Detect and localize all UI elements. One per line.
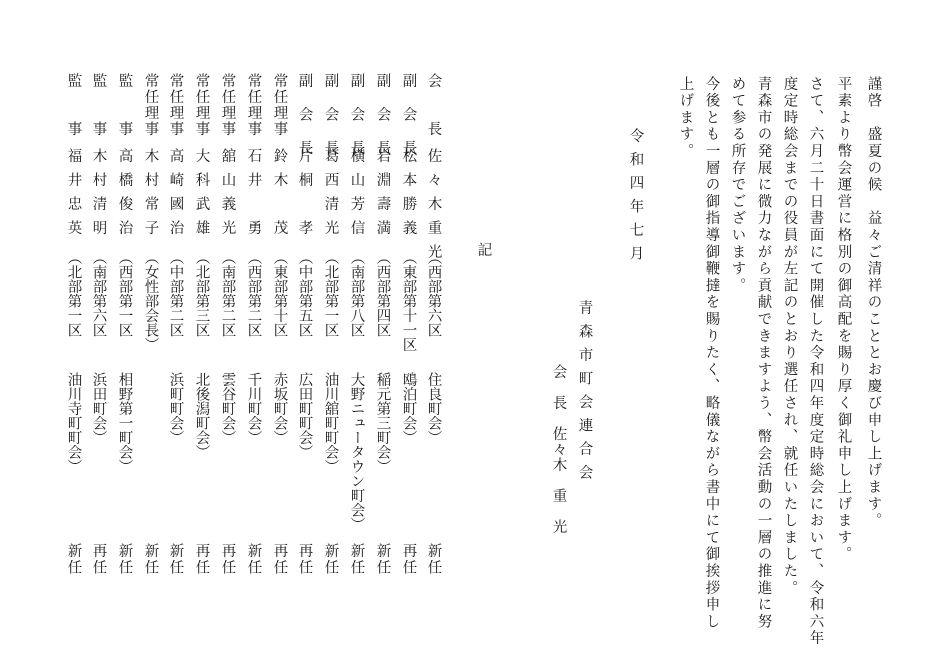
officer-district: （南部第二区 bbox=[219, 250, 236, 337]
officer-name: 鈴木 茂 bbox=[271, 148, 288, 245]
signer-name: 会 長 佐々木 重 光 bbox=[550, 364, 567, 535]
officer-name: 福井忠英 bbox=[65, 148, 82, 245]
officer-title: 副 会 長 bbox=[400, 73, 417, 156]
officer-name: 石井 勇 bbox=[245, 148, 262, 245]
greeting-line-4: 度定時総会までの役員が左記のとおり選任され、就任いたしました。 bbox=[781, 76, 798, 597]
officer-title: 常任理事 bbox=[271, 73, 288, 137]
officer-status: 再任 bbox=[271, 543, 288, 576]
officer-name: 横山芳信 bbox=[348, 148, 365, 245]
officer-district: （西部第四区 bbox=[374, 250, 391, 337]
officer-title: 常任理事 bbox=[142, 73, 159, 137]
officer-title: 常任理事 bbox=[245, 73, 262, 137]
officer-town: 住良町会） bbox=[425, 372, 442, 445]
officer-status: 再任 bbox=[296, 543, 313, 576]
officer-status: 再任 bbox=[400, 543, 417, 576]
officer-status: 再任 bbox=[90, 543, 107, 576]
organization-name: 青森市町会連合会 bbox=[576, 300, 593, 488]
officer-name: 舘山義光 bbox=[219, 148, 236, 245]
officer-district: （北部第三区 bbox=[193, 250, 210, 337]
officer-title: 副 会 長 bbox=[348, 73, 365, 156]
officer-town: 浜田町会） bbox=[90, 372, 107, 445]
officer-name: 葛西清光 bbox=[322, 148, 339, 245]
officer-district: （西部第二区 bbox=[245, 250, 262, 337]
officer-name: 岩淵壽満 bbox=[374, 148, 391, 245]
officer-title: 副 会 長 bbox=[296, 73, 313, 156]
greeting-line-1: 謹啓 盛夏の候 益々ご清祥のこととお慶び申し上げます。 bbox=[865, 76, 882, 530]
letter-date: 令和四年七月 bbox=[627, 128, 644, 269]
officer-town: 千川町会） bbox=[245, 372, 262, 445]
officer-title: 副 会 長 bbox=[322, 73, 339, 156]
officer-district: （東部第十区 bbox=[271, 250, 288, 337]
officer-status: 新任 bbox=[116, 543, 133, 576]
greeting-line-3: さて、六月二十日書面にて開催した令和四年度定時総会において、令和六年 bbox=[807, 76, 824, 648]
officer-title: 監 事 bbox=[116, 73, 133, 137]
officer-town: 相野第一町会） bbox=[116, 372, 133, 474]
officer-title: 副 会 長 bbox=[374, 73, 391, 156]
greeting-line-5: 青森市の発展に微力ながら貢献できますよう、幣会活動の一層の推進に努 bbox=[755, 76, 772, 631]
officer-district: （中部第五区 bbox=[296, 250, 313, 337]
officer-district: （南部第八区 bbox=[348, 250, 365, 337]
officer-name: 木村清明 bbox=[90, 148, 107, 245]
officer-name: 大科武雄 bbox=[193, 148, 210, 245]
officer-status: 再任 bbox=[219, 543, 236, 576]
officer-district: （中部第二区 bbox=[167, 250, 184, 337]
ki-marker: 記 bbox=[475, 242, 492, 257]
officer-district: （北部第一区 bbox=[65, 250, 82, 337]
officer-status: 再任 bbox=[193, 543, 210, 576]
greeting-line-6: めて参る所存でございます。 bbox=[729, 76, 746, 295]
officer-town: 北後潟町会） bbox=[193, 372, 210, 459]
officer-title: 監 事 bbox=[65, 73, 82, 137]
officer-district: （西部第六区 bbox=[425, 250, 442, 337]
officer-status: 新任 bbox=[374, 543, 391, 576]
officer-town: 鴎泊町会） bbox=[400, 372, 417, 445]
officer-district: （南部第六区 bbox=[90, 250, 107, 337]
officer-title: 常任理事 bbox=[167, 73, 184, 137]
officer-town: 油川寺町町会） bbox=[65, 372, 82, 474]
officer-town: 雲谷町会） bbox=[219, 372, 236, 445]
officer-district: （女性部会長） bbox=[142, 250, 159, 352]
officer-district: （北部第一区 bbox=[322, 250, 339, 337]
officer-title: 監 事 bbox=[90, 73, 107, 137]
officer-status: 新任 bbox=[322, 543, 339, 576]
officer-name: 松本勝義 bbox=[400, 148, 417, 245]
officer-district: （東部第十一区 bbox=[400, 250, 417, 352]
officer-title: 会 長 bbox=[425, 73, 442, 137]
officer-town: 広田町町会） bbox=[296, 372, 313, 459]
officer-status: 新任 bbox=[425, 543, 442, 576]
officer-town: 大野ニュータウン町会） bbox=[348, 372, 365, 532]
officer-town: 稲元第三町会） bbox=[374, 372, 391, 474]
officer-town: 赤坂町会） bbox=[271, 372, 288, 445]
officer-town: 油川舘町町会） bbox=[322, 372, 339, 474]
officer-status: 新任 bbox=[142, 543, 159, 576]
officer-status: 新任 bbox=[167, 543, 184, 576]
greeting-line-7: 今後とも一層の御指導御鞭撻を賜りたく、略儀ながら書中にて御挨拶申し bbox=[703, 76, 720, 631]
officer-district: （西部第一区 bbox=[116, 250, 133, 337]
officer-name: 片桐 孝 bbox=[296, 148, 313, 245]
officer-status: 新任 bbox=[65, 543, 82, 576]
officer-name: 高崎國治 bbox=[167, 148, 184, 245]
officer-name: 佐々木重光 bbox=[425, 148, 442, 269]
greeting-line-2: 平素より幣会運営に格別の御高配を賜り厚く御礼申し上げます。 bbox=[835, 76, 852, 564]
officer-town: 浜町町会） bbox=[167, 372, 184, 445]
officer-name: 木村常子 bbox=[142, 148, 159, 245]
officer-title: 常任理事 bbox=[219, 73, 236, 137]
officer-title: 常任理事 bbox=[193, 73, 210, 137]
officer-status: 新任 bbox=[245, 543, 262, 576]
officer-name: 高橋俊治 bbox=[116, 148, 133, 245]
officer-status: 新任 bbox=[348, 543, 365, 576]
greeting-line-8: 上げます。 bbox=[677, 76, 694, 160]
